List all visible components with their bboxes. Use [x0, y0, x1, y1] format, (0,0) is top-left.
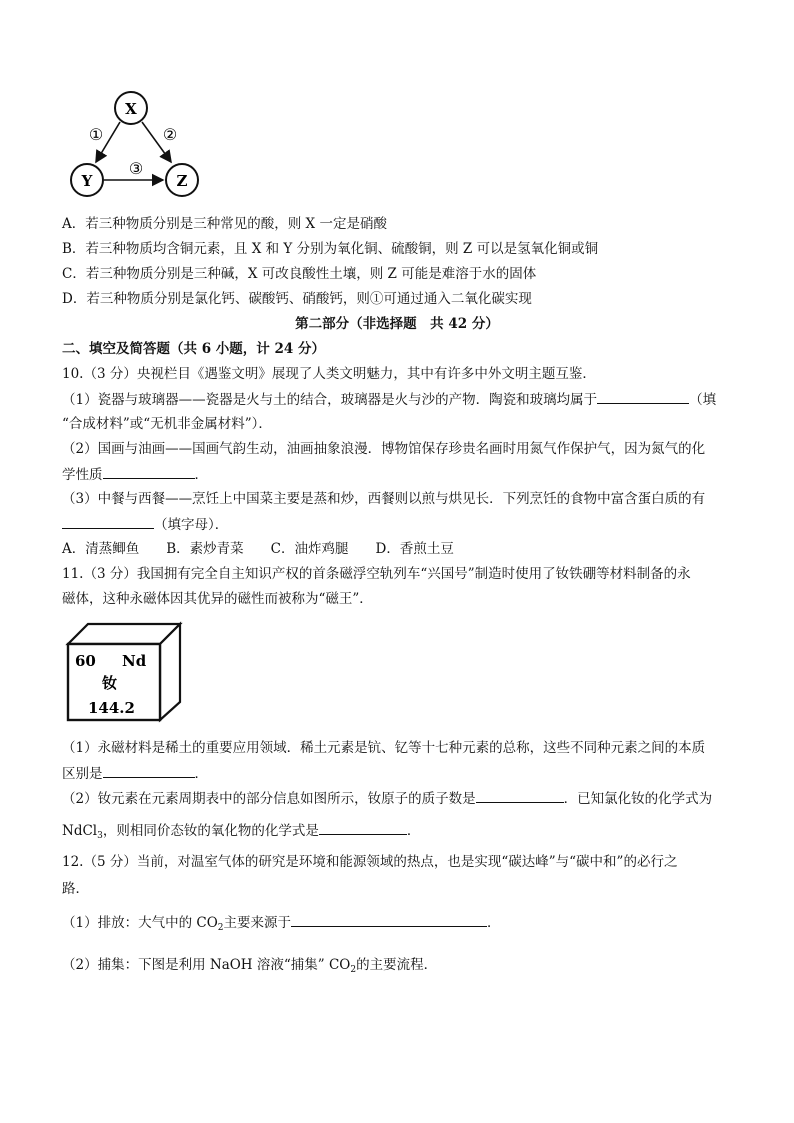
q12-part1-sub: 2 — [217, 923, 224, 933]
q12-part2-text: （2）捕集：下图是利用 NaOH 溶液“捕集” CO — [62, 957, 351, 973]
q11-part2-blank1[interactable] — [476, 788, 564, 803]
section-title: 二、填空及简答题（共 6 小题，计 24 分） — [62, 341, 325, 357]
q10-part3-text: （填字母）． — [154, 517, 229, 533]
q10-part1-line1 — [62, 389, 716, 410]
q11-part1-line1: （1）永磁材料是稀土的重要应用领域．稀土元素是钪、钇等十七种元素的总称，这些不同种元素之间的本质 — [62, 740, 706, 756]
q10-part2-line1: （2）国画与油画——国画气韵生动，油画抽象浪漫．博物馆保存珍贵名画时用氮气作保护气，因为氮气的化 — [62, 441, 706, 457]
q12-part1-text2: 主要来源于 — [223, 915, 292, 931]
q11-part2-end: ． — [406, 823, 421, 839]
q9-option-b: B．若三种物质均含铜元素，且 X 和 Y 分别为氧化铜、硫酸铜，则 Z 可以是氢氧化铜或铜 — [62, 241, 599, 257]
q10-choices: A．清蒸鲫鱼 B．素炒青菜 C．油炸鸡腿 D．香煎土豆 — [62, 541, 454, 557]
q12-part1-end: ． — [487, 915, 501, 931]
q9-option-a: A．若三种物质分别是三种常见的酸，则 X 一定是硝酸 — [62, 216, 387, 232]
q11-part2-line1 — [62, 788, 712, 809]
q12-stem-line1: 12.（5 分）当前，对温室气体的研究是环境和能源领域的热点，也是实现“碳达峰”与“碳中和”的必行之 — [62, 854, 678, 870]
q10-part1-options: “合成材料”或“无机非金属材料”）． — [62, 416, 272, 432]
q11-part2-text: （2）钕元素在元素周期表中的部分信息如图所示，钕原子的质子数是 — [62, 791, 476, 807]
element-name: 钕 — [102, 674, 118, 692]
q10-part2-end: ． — [194, 467, 208, 483]
q12-part2 — [62, 955, 437, 980]
part2-title: 第二部分（非选择题 共 42 分） — [295, 316, 499, 332]
q12-part1 — [62, 912, 501, 938]
q11-part2-text3: ，则相同价态钕的氧化物的化学式是 — [102, 823, 319, 839]
q9-option-d: D．若三种物质分别是氯化钙、碳酸钙、硝酸钙，则①可通过通入二氧化碳实现 — [62, 291, 532, 307]
q11-stem-line2: 磁体，这种永磁体因其优异的磁性而被称为“磁王”． — [62, 591, 373, 607]
q10-part3-line2 — [62, 514, 228, 535]
q10-part1-blank[interactable] — [597, 389, 689, 404]
q11-part1-line2 — [62, 763, 208, 784]
q10-part2-text: 学性质 — [62, 467, 103, 483]
element-atomic-number: 60 — [75, 652, 96, 670]
q10-part3-blank[interactable] — [62, 514, 154, 529]
q11-formula: NdCl — [62, 823, 98, 839]
q11-part1-end: ． — [194, 766, 208, 782]
q11-part2-text2: ．已知氯化钕的化学式为 — [563, 791, 713, 807]
q11-part1-blank[interactable] — [103, 763, 195, 778]
q11-part2-blank2[interactable] — [319, 820, 407, 835]
node-x-label: X — [125, 100, 137, 118]
q10-part1-text: （1）瓷器与玻璃器——瓷器是火与土的结合，玻璃器是火与沙的产物．陶瓷和玻璃均属于 — [62, 392, 598, 408]
q12-stem-line2: 路． — [62, 881, 89, 897]
q11-formula-sub: 3 — [97, 831, 103, 841]
edge-label-3: ③ — [128, 159, 144, 178]
q10-part3-line1: （3）中餐与西餐——烹饪上中国菜主要是蒸和炒，西餐则以煎与烘见长．下列烹饪的食物中富含蛋白质的有 — [62, 491, 706, 507]
q12-part2-sub: 2 — [350, 965, 357, 975]
q10-part2-line2 — [62, 464, 208, 485]
q10-part2-blank[interactable] — [103, 464, 195, 479]
element-atomic-mass: 144.2 — [88, 699, 135, 717]
q10-part1-fill: （填 — [689, 392, 717, 408]
node-y-label: Y — [81, 172, 93, 190]
edge-label-1: ① — [88, 125, 104, 144]
edge-label-2: ② — [162, 125, 178, 144]
q12-part1-text: （1）排放：大气中的 CO — [62, 915, 218, 931]
q9-option-c: C．若三种物质分别是三种碱，X 可改良酸性土壤，则 Z 可能是难溶于水的固体 — [62, 266, 537, 282]
node-z-label: Z — [176, 172, 188, 190]
q11-part2-line2 — [62, 820, 420, 846]
q11-part1-text: 区别是 — [62, 766, 103, 782]
reaction-triangle-diagram — [60, 88, 210, 203]
q12-part1-blank[interactable] — [291, 912, 487, 927]
q10-stem: 10.（3 分）央视栏目《遇鉴文明》展现了人类文明魅力，其中有许多中外文明主题互鉴． — [62, 366, 596, 382]
element-symbol: Nd — [122, 652, 147, 670]
q12-part2-text2: 的主要流程． — [356, 957, 438, 973]
q11-stem-line1: 11.（3 分）我国拥有完全自主知识产权的首条磁浮空轨列车“兴国号”制造时使用了钕铁硼等材料制备的永 — [62, 566, 691, 582]
neodymium-element-cell — [64, 620, 184, 724]
